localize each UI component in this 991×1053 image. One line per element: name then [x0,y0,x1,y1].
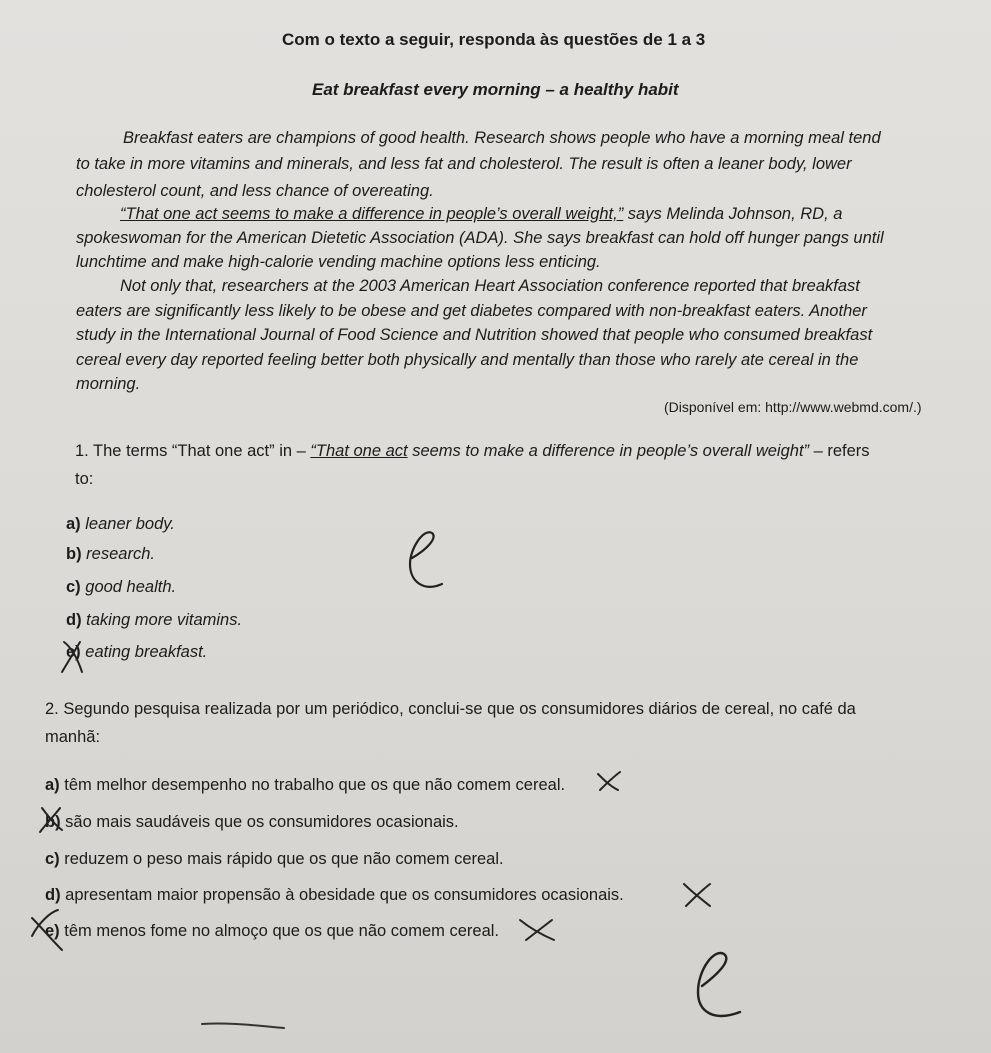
question-1-stem-line2: to: [75,470,94,488]
pen-mark-x [518,916,566,946]
passage-line: spokeswoman for the American Dietetic Association (ADA). She says breakfast can hold off hunger pangs until [76,229,884,247]
q2-option-a[interactable] [45,776,565,795]
cross-mark-q2-d [680,880,716,915]
option-text: reduzem o peso mais rápido que os que não comem cereal. [64,850,504,868]
cross-mark-q2-b [36,806,66,841]
pen-mark-e [688,948,758,1028]
question-1-stem [75,442,870,461]
option-letter: d) [66,611,82,629]
pen-mark-x [596,770,626,794]
q1-option-a[interactable] [66,515,175,534]
option-text: são mais saudáveis que os consumidores ocasionais. [65,813,459,831]
passage-line: lunchtime and make high-calorie vending machine options less enticing. [76,253,601,271]
option-letter: e) [45,922,60,940]
option-letter: e) [66,643,81,661]
option-letter: b) [66,545,82,563]
pen-mark-x [58,638,88,678]
passage-line: eaters are significantly less likely to be obese and get diabetes compared with non-breakfast eaters. Another [76,302,867,320]
question-2-stem: 2. Segundo pesquisa realizada por um periódico, conclui-se que os consumidores diários de cereal, no café da [45,700,856,718]
passage-line: Breakfast eaters are champions of good health. Research shows people who have a morning meal tend [123,129,881,147]
passage-line: cholesterol count, and less chance of overeating. [76,182,434,200]
question-2-stem-line2: manhã: [45,728,101,746]
option-letter: a) [66,515,81,533]
passage-line: morning. [76,375,141,393]
option-letter: d) [45,886,61,904]
option-text: têm menos fome no almoço que os que não comem cereal. [64,922,499,940]
circled-option-q1 [58,638,88,683]
q1-suffix: – refers [809,442,870,460]
cross-mark-q2-a [596,770,626,799]
circled-option-q2 [28,906,78,961]
q1-option-c[interactable] [66,578,176,597]
q1-prefix: 1. The terms “That one act” in – [75,442,311,460]
passage-title: Eat breakfast every morning – a healthy habit [312,80,679,99]
passage-line: study in the International Journal of Food Science and Nutrition showed that people who consumed breakfast [76,326,873,344]
option-text: têm melhor desempenho no trabalho que os que não comem cereal. [64,776,566,794]
q1-quote-underlined: “That one act [310,442,408,460]
q2-option-e[interactable] [45,922,499,941]
passage-line [120,203,842,225]
handwritten-answer-q2 [688,948,758,1033]
option-text: apresentam maior propensão à obesidade que os consumidores ocasionais. [65,886,624,904]
pen-mark-x [680,880,716,910]
cross-mark-q2-e [518,916,566,951]
passage-line: cereal every day reported feeling better both physically and mentally than those who rarely ate cereal in the [76,351,859,369]
option-text: eating breakfast. [85,643,208,661]
q2-option-c[interactable] [45,850,504,869]
option-letter: c) [45,850,60,868]
option-letter: b) [45,813,61,831]
quote-attribution: says Melinda Johnson, RD, a [623,205,843,223]
q2-option-d[interactable] [45,886,624,905]
underlined-quote: “That one act seems to make a difference in people’s overall weight,” [120,205,624,223]
passage-line: Not only that, researchers at the 2003 American Heart Association conference reported that breakfast [120,277,860,295]
handwritten-answer-q1 [398,528,458,603]
option-text: research. [86,545,155,563]
option-text: leaner body. [85,515,175,533]
pen-mark-x [36,806,66,836]
source-citation: (Disponível em: http://www.webmd.com/.) [664,399,922,415]
instruction-heading: Com o texto a seguir, responda às questões de 1 a 3 [282,30,706,49]
q1-option-b[interactable] [66,545,155,564]
passage-line: to take in more vitamins and minerals, and less fat and cholesterol. The result is often a leaner body, lower [76,155,852,173]
q2-option-b[interactable] [45,813,459,832]
option-letter: c) [66,578,81,596]
q1-option-d[interactable] [66,611,242,630]
option-text: good health. [85,578,177,596]
pen-mark-e [398,528,458,598]
pen-stroke [200,1016,290,1036]
option-letter: a) [45,776,60,794]
stray-pen-stroke [200,1016,290,1041]
q1-quote-rest: seems to make a difference in people’s overall weight” [407,442,810,460]
pen-mark-x [28,906,78,956]
option-text: taking more vitamins. [86,611,243,629]
